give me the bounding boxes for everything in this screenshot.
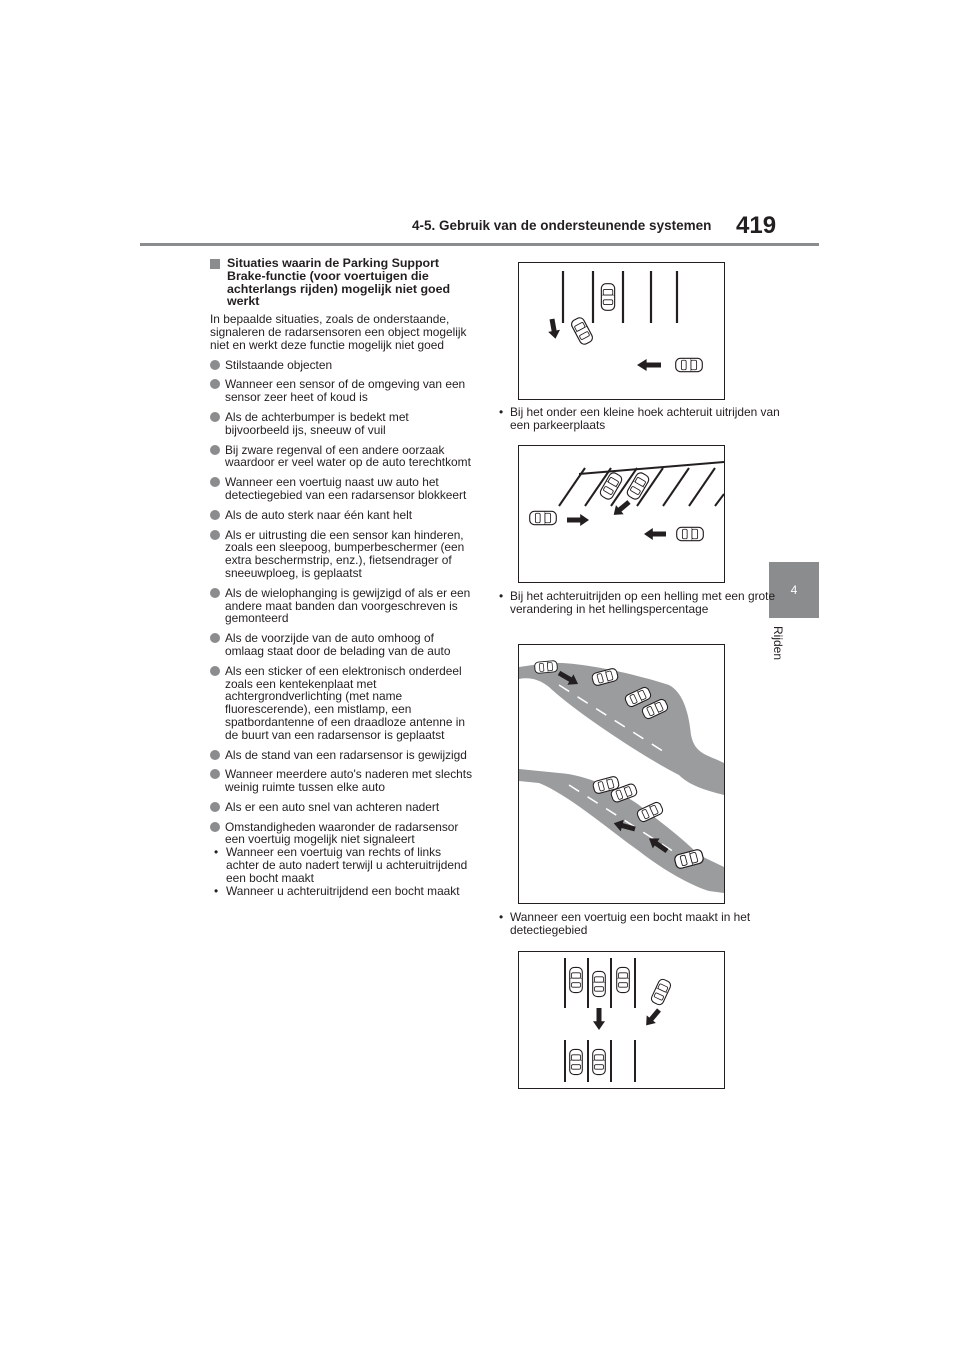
bullet-circle-icon: [210, 666, 220, 676]
figure-caption: [494, 911, 780, 937]
caption-marker: •: [499, 910, 504, 924]
list-item-text: Als de wielophanging is gewijzigd of als er een andere maat banden dan voorgeschreven is gemonteerd: [225, 585, 471, 626]
bullet-circle-icon: [210, 822, 220, 832]
list-item-text: Stilstaande objecten: [225, 357, 333, 372]
list-item: [210, 821, 475, 847]
figure-reverse-out-angle: [518, 262, 725, 400]
list-item: [210, 665, 475, 742]
bullet-circle-icon: [210, 379, 220, 389]
header-rule: [140, 243, 819, 246]
sub-bullet-marker: •: [214, 883, 219, 898]
bullet-circle-icon: [210, 530, 220, 540]
bullet-circle-icon: [210, 769, 220, 779]
figure-caption: [494, 590, 780, 616]
bullet-circle-icon: [210, 588, 220, 598]
list-item-text: Als de stand van een radarsensor is gewijzigd: [225, 747, 467, 762]
list-item: [210, 801, 475, 814]
sub-bullet-marker: •: [214, 845, 219, 860]
list-item-text: Omstandigheden waaronder de radarsensor een voertuig mogelijk niet signaleert: [225, 819, 459, 847]
figure-4-illustration: [519, 952, 724, 1088]
chapter-label: Rijden: [771, 626, 785, 661]
list-item: [210, 587, 475, 625]
list-item: [210, 509, 475, 522]
list-item-text: Bij zware regenval of een andere oorzaak waardoor er veel water op de auto terechtkomt: [225, 442, 471, 470]
caption-text: Bij het achteruitrijden op een helling met een grote verandering in het hellingspercentage: [510, 589, 776, 616]
list-item-text: Als de achterbumper is bedekt met bijvoorbeeld ijs, sneeuw of vuil: [225, 409, 409, 437]
list-item: [210, 476, 475, 502]
bullet-circle-icon: [210, 510, 220, 520]
list-item-text: Wanneer meerdere auto's naderen met slechts weinig ruimte tussen elke auto: [225, 767, 473, 795]
sub-list-item-text: Wanneer u achteruitrijdend een bocht maakt: [226, 883, 460, 898]
list-item-text: Als er een auto snel van achteren nadert: [225, 799, 440, 814]
caption-text: Wanneer een voertuig een bocht maakt in het detectiegebied: [510, 910, 751, 937]
list-item-text: Als een sticker of een elektronisch onderdeel zoals een kentekenplaat met achtergrondverlichting (met name fluorescerende), een mistlamp, een spatbordantenne of een draadloze antenne in de buurt van een radarsensor is geplaatst: [225, 663, 465, 742]
list-item-text: Wanneer een sensor of de omgeving van een sensor zeer heet of koud is: [225, 377, 466, 405]
list-item-text: Als de auto sterk naar één kant helt: [225, 507, 413, 522]
square-bullet-icon: [210, 259, 220, 269]
figure-slope-change: [518, 445, 725, 583]
sub-list-item: [210, 846, 475, 884]
list-item: [210, 359, 475, 372]
figure-3-illustration: [519, 645, 724, 903]
sub-list-item: [210, 885, 475, 898]
section-title: 4-5. Gebruik van de ondersteunende systemen: [412, 218, 712, 233]
caption-text: Bij het onder een kleine hoek achteruit uitrijden van een parkeerplaats: [510, 405, 780, 432]
section-heading: [210, 257, 475, 308]
bullet-circle-icon: [210, 802, 220, 812]
figure-turning-vehicle: [518, 951, 725, 1089]
caption-marker: •: [499, 405, 504, 419]
figure-slope-road: [518, 644, 725, 904]
list-item: [210, 411, 475, 437]
sub-list-item-text: Wanneer een voertuig van rechts of links achter de auto nadert terwijl u achteruitrijdend een bocht maakt: [226, 845, 468, 885]
bullet-circle-icon: [210, 445, 220, 455]
list-item: [210, 632, 475, 658]
section-heading-text: Situaties waarin de Parking Support Brake-functie (voor voertuigen die achterlangs rijden) mogelijk niet goed werkt: [227, 256, 451, 309]
figure-caption: [494, 406, 780, 432]
figure-2-illustration: [519, 446, 724, 582]
chapter-label-wrap: [771, 622, 803, 682]
list-item: [210, 444, 475, 470]
left-column: [210, 257, 475, 897]
list-item: [210, 529, 475, 580]
list-item: [210, 768, 475, 794]
page-number: 419: [736, 212, 777, 239]
list-item-text: Wanneer een voertuig naast uw auto het detectiegebied van een radarsensor blokkeert: [225, 475, 467, 502]
bullet-circle-icon: [210, 412, 220, 422]
list-item-text: Als de voorzijde van de auto omhoog of omlaag staat door de belading van de auto: [225, 631, 451, 658]
bullet-circle-icon: [210, 633, 220, 643]
list-item-text: Als er uitrusting die een sensor kan hinderen, zoals een sleepoog, bumperbeschermer (een extra beschermstrip, enz.), fietsendrager of sneeuwploeg, is geplaatst: [225, 527, 465, 580]
list-item: [210, 749, 475, 762]
chapter-tab[interactable]: 4: [769, 562, 819, 618]
intro-paragraph: In bepaalde situaties, zoals de onderstaande, signaleren de radarsensoren een object mogelijk niet en werkt deze functie mogelijk niet goed: [210, 312, 467, 352]
bullet-circle-icon: [210, 477, 220, 487]
figure-1-illustration: [519, 263, 724, 399]
list-item: [210, 378, 475, 404]
bullet-circle-icon: [210, 360, 220, 370]
caption-marker: •: [499, 589, 504, 603]
bullet-circle-icon: [210, 750, 220, 760]
